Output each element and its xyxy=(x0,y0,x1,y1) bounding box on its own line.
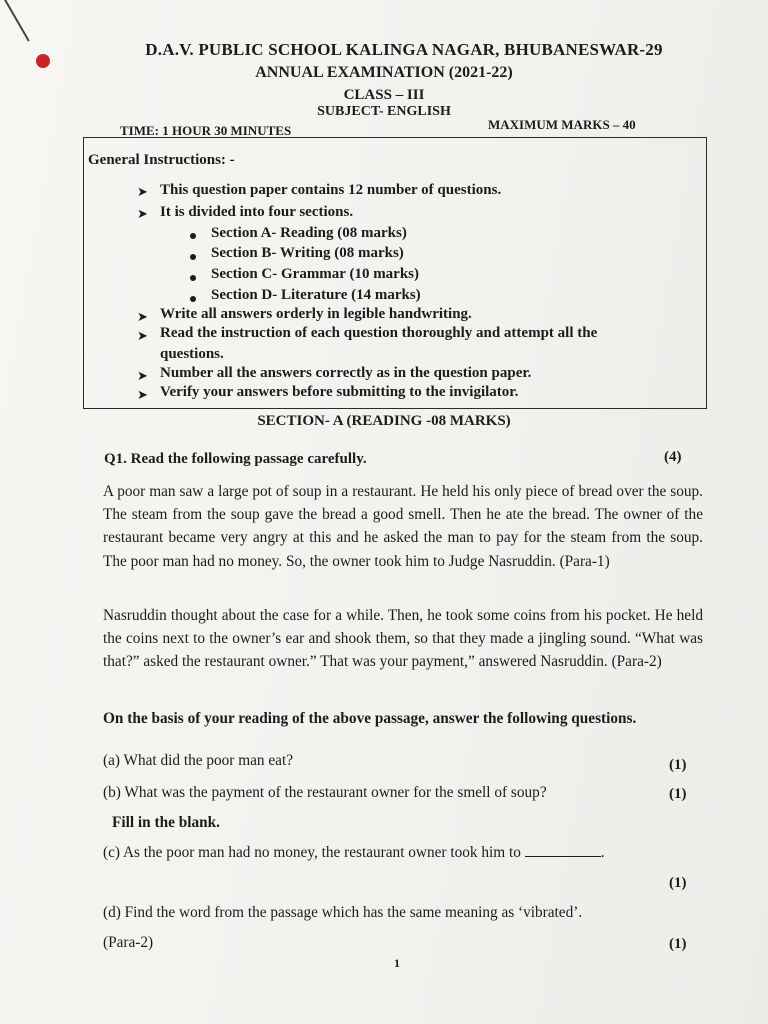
question-a-marks: (1) xyxy=(669,757,687,773)
page-number: 1 xyxy=(394,956,400,970)
bullet-dot-icon xyxy=(190,254,196,260)
passage-para-1: A poor man saw a large pot of soup in a restaurant. He held his only piece of bread over the soup. The steam from the soup gave the bread a good smell. Then he ate the bread. The owner of the restaurant became very angry at this and he asked the man to pay for the steam from the soup. The poor man had no money. So, the owner took him to Judge Nasruddin. (Para-1) xyxy=(103,483,703,570)
question-d-para: (Para-2) xyxy=(103,934,154,951)
max-marks-label: MAXIMUM MARKS – 40 xyxy=(488,117,636,132)
instruction-item: questions. xyxy=(160,346,224,362)
question-d: (d) Find the word from the passage which has the same meaning as ‘vibrated’. xyxy=(103,904,583,921)
section-item: Section B- Writing (08 marks) xyxy=(211,245,404,261)
instruction-item: Number all the answers correctly as in the question paper. xyxy=(160,365,532,381)
instruction-item: This question paper contains 12 number of questions. xyxy=(160,182,502,198)
arrow-bullet-icon: ➤ xyxy=(137,184,148,199)
question-c xyxy=(103,844,605,862)
section-item: Section C- Grammar (10 marks) xyxy=(211,266,420,282)
bullet-dot-icon xyxy=(190,296,196,302)
section-item: Section A- Reading (08 marks) xyxy=(211,225,407,241)
q1-title: Q1. Read the following passage carefully. xyxy=(104,451,367,467)
arrow-bullet-icon: ➤ xyxy=(137,328,148,343)
instruction-item: Write all answers orderly in legible handwriting. xyxy=(160,306,472,322)
question-b: (b) What was the payment of the restaurant owner for the smell of soup? xyxy=(103,784,547,801)
arrow-bullet-icon: ➤ xyxy=(137,309,148,324)
arrow-bullet-icon: ➤ xyxy=(137,387,148,402)
instruction-item: It is divided into four sections. xyxy=(160,204,354,220)
question-a: (a) What did the poor man eat? xyxy=(103,752,294,769)
exam-title: ANNUAL EXAMINATION (2021-22) xyxy=(255,64,513,81)
fill-blank-heading: Fill in the blank. xyxy=(112,814,220,831)
bullet-dot-icon xyxy=(190,233,196,239)
question-d-marks: (1) xyxy=(669,936,687,952)
school-name: D.A.V. PUBLIC SCHOOL KALINGA NAGAR, BHUBANESWAR-29 xyxy=(145,40,663,59)
question-c-marks: (1) xyxy=(669,875,687,891)
class-label: CLASS – III xyxy=(343,87,425,103)
arrow-bullet-icon: ➤ xyxy=(137,368,148,383)
q1-marks: (4) xyxy=(664,449,682,465)
time-label: TIME: 1 HOUR 30 MINUTES xyxy=(120,123,292,138)
answer-blank xyxy=(525,845,601,857)
questions-instruction: On the basis of your reading of the above passage, answer the following questions. xyxy=(103,710,637,727)
arrow-bullet-icon: ➤ xyxy=(137,206,148,221)
question-c-end: . xyxy=(600,844,605,861)
instructions-title: General Instructions: - xyxy=(88,152,235,168)
section-a-heading: SECTION- A (READING -08 MARKS) xyxy=(257,413,511,429)
subject-label: SUBJECT- ENGLISH xyxy=(317,104,451,119)
bullet-dot-icon xyxy=(190,275,196,281)
section-item: Section D- Literature (14 marks) xyxy=(211,287,421,303)
instruction-item: Verify your answers before submitting to the invigilator. xyxy=(160,384,519,400)
question-c-text: (c) As the poor man had no money, the restaurant owner took him to xyxy=(103,844,521,861)
instruction-item: Read the instruction of each question thoroughly and attempt all the xyxy=(160,325,598,341)
question-b-marks: (1) xyxy=(669,786,687,802)
passage-para-2: Nasruddin thought about the case for a while. Then, he took some coins from his pocket. He held the coins next to the owner’s ear and shook them, so that they made a jingling sound. “What was that?” asked the restaurant owner.” That was your payment,” answered Nasruddin. (Para-2) xyxy=(103,607,703,671)
